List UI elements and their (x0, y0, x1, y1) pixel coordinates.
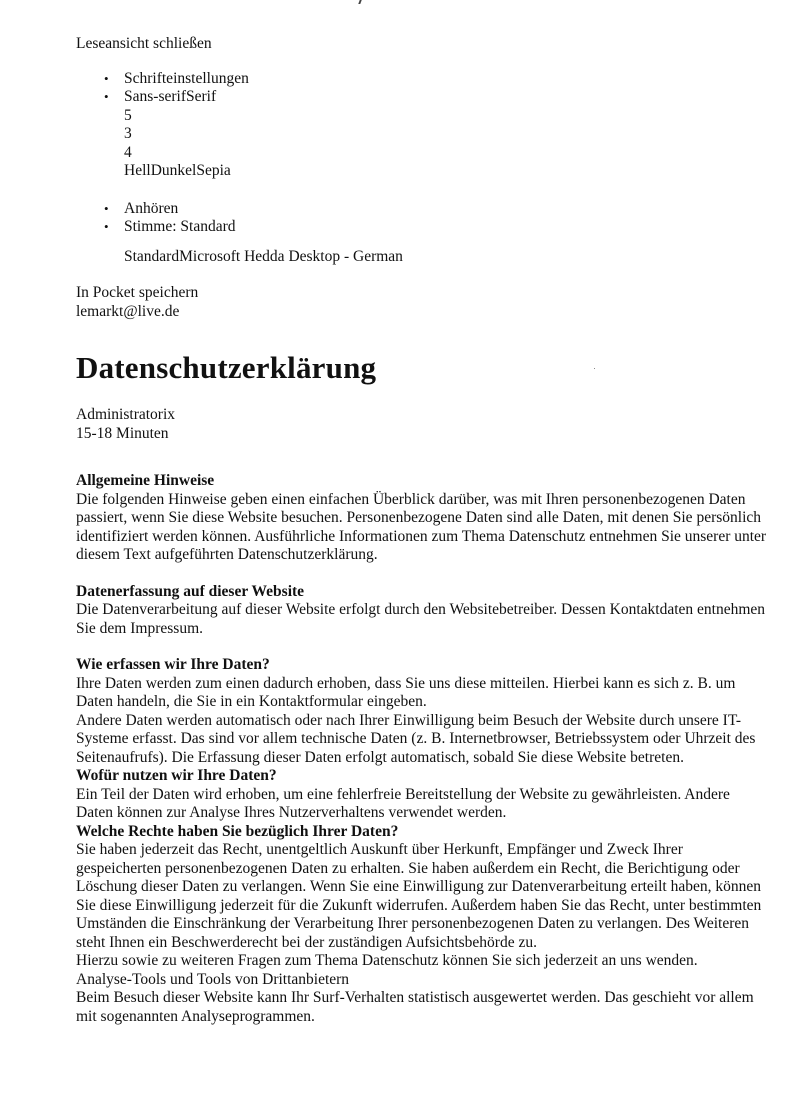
section-paragraph: Andere Daten werden automatisch oder nach Ihrer Einwilligung beim Besuch der Website durch unsere IT-Systeme erfasst. Das sind vor allem technische Daten (z. B. Internetbrowser, Betriebssystem oder Uhrzeit des Seitenaufrufs). Die Erfassung dieser Daten erfolgt automatisch, sobald Sie diese Website betreten. (76, 711, 756, 766)
section-spacer (76, 638, 770, 656)
section-heading: Allgemeine Hinweise (76, 472, 215, 489)
reading-time: 15-18 Minuten (76, 424, 169, 442)
article-author: Administratorix (76, 406, 176, 423)
voice-option-hedda[interactable]: Microsoft Hedda Desktop - German (179, 247, 403, 265)
section-paragraph: Ihre Daten werden zum einen dadurch erhoben, dass Sie uns diese mitteilen. Hierbei kann es sich z. B. um Daten handeln, die Sie in ein Kontaktformular eingeben. (76, 674, 736, 710)
section-paragraph: Die Datenverarbeitung auf dieser Website erfolgt durch den Websitebetreiber. Dessen Kontaktdaten entnehmen Sie dem Impressum. (76, 601, 766, 637)
theme-option-dark[interactable]: Dunkel (150, 162, 197, 179)
font-option-sans-serif[interactable]: Sans-serif (124, 88, 186, 105)
line-height-value[interactable]: 4 (124, 143, 132, 161)
theme-option-sepia[interactable]: Sepia (196, 162, 231, 179)
reader-toolbar (76, 70, 770, 237)
section-heading: Welche Rechte haben Sie bezüglich Ihrer Daten? (76, 822, 399, 840)
close-reader-view-button[interactable]: Leseansicht schließen (76, 35, 212, 52)
save-to-pocket-button[interactable]: In Pocket speichern (76, 284, 199, 301)
theme-option-light[interactable]: Hell (124, 162, 151, 179)
listen-button[interactable]: • Anhören (76, 200, 770, 219)
font-family-options (124, 88, 770, 107)
stray-speck (594, 368, 595, 369)
section-paragraph: Analyse-Tools und Tools von Drittanbietern (76, 970, 350, 988)
section-paragraph: Beim Besuch dieser Website kann Ihr Surf-Verhalten statistisch ausgewertet werden. Das geschieht vor allem mit sogenannten Analyseprogrammen. (76, 989, 754, 1025)
voice-select[interactable]: • Stimme: Standard (76, 218, 770, 237)
article-title: Datenschutzerklärung (76, 350, 377, 385)
section-paragraph: Hierzu sowie zu weiteren Fragen zum Thema Datenschutz können Sie sich jederzeit an uns wenden. (76, 952, 698, 969)
article-section (76, 767, 770, 823)
article-section (76, 656, 770, 767)
voice-option-standard[interactable]: Standard (124, 247, 180, 265)
theme-options (124, 162, 770, 181)
content-width-value[interactable]: 3 (124, 125, 132, 142)
article-section (76, 823, 770, 1027)
font-settings-panel (76, 88, 770, 181)
font-size-value[interactable]: 5 (124, 106, 132, 124)
section-heading: Datenerfassung auf dieser Website (76, 582, 305, 600)
font-settings-button[interactable]: • Schrifteinstellungen (76, 70, 770, 89)
article-section (76, 583, 770, 639)
section-heading: Wie erfassen wir Ihre Daten? (76, 656, 270, 673)
section-paragraph: Ein Teil der Daten wird erhoben, um eine fehlerfreie Bereitstellung der Website zu gewährleisten. Andere Daten können zur Analyse Ihres Nutzerverhaltens verwendet werden. (76, 785, 730, 821)
section-spacer (76, 565, 770, 583)
article-meta (76, 406, 770, 443)
voice-options (76, 248, 770, 267)
section-heading: Wofür nutzen wir Ihre Daten? (76, 767, 277, 784)
article-section (76, 472, 770, 565)
stray-mark (358, 0, 361, 4)
section-paragraph: Sie haben jederzeit das Recht, unentgeltlich Auskunft über Herkunft, Empfänger und Zweck Ihrer gespeicherten personenbezogenen Daten zu erhalten. Sie haben außerdem ein Recht, die Berichtigung oder Löschung dieser Daten zu verlangen. Wenn Sie eine Einwilligung zur Datenverarbeitung erteilt haben, können Sie diese Einwilligung jederzeit für die Zukunft widerrufen. Außerdem haben Sie das Recht, unter bestimmten Umständen die Einschränkung der Verarbeitung Ihrer personenbezogenen Daten zu verlangen. Des Weiteren steht Ihnen ein Beschwerderecht bei der zuständigen Aufsichtsbehörde zu. (76, 841, 762, 951)
font-option-serif[interactable]: Serif (186, 88, 217, 105)
toolbar-spacer (76, 181, 770, 200)
section-paragraph: Die folgenden Hinweise geben einen einfachen Überblick darüber, was mit Ihren personenbezogenen Daten passiert, wenn Sie diese Website besuchen. Personenbezogene Daten sind alle Daten, mit denen Sie persönlich identifiziert werden können. Ausführliche Informationen zum Thema Datenschutz entnehmen Sie unserer unter diesem Text aufgeführten Datenschutzerklärung. (76, 490, 767, 563)
account-email: lemarkt@live.de (76, 302, 180, 320)
